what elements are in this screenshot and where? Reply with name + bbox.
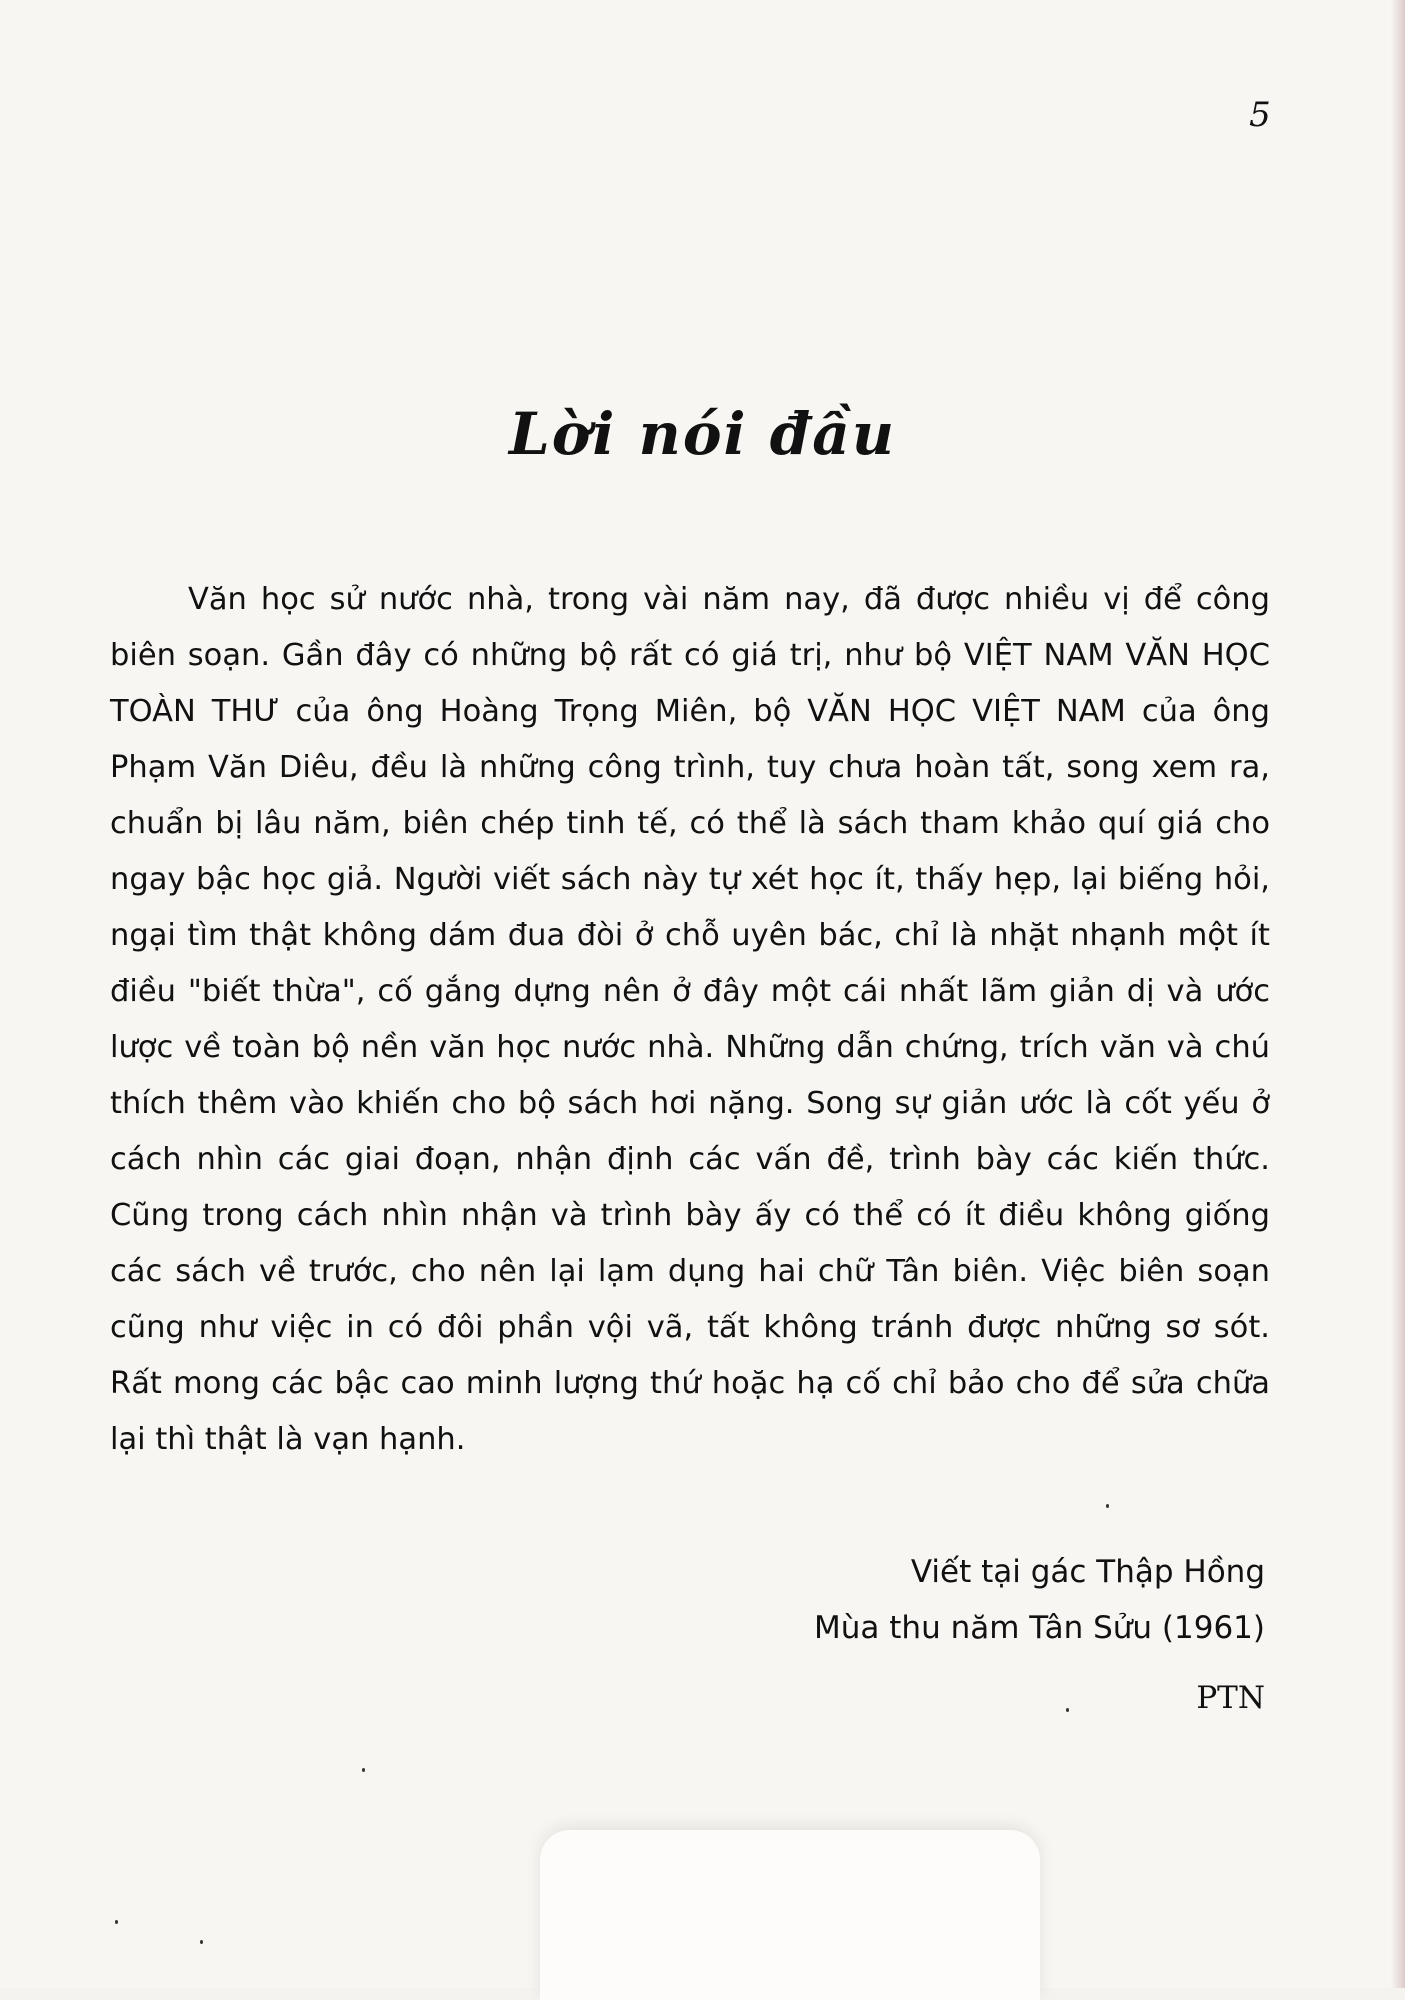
preface-paragraph: Văn học sử nước nhà, trong vài năm nay, đã được nhiều vị để công biên soạn. Gần đây có những bộ rất có giá trị, như bộ VIỆT NAM VĂN HỌC TOÀN THƯ của ông Hoàng Trọng Miên, bộ VĂN HỌC VIỆT NAM của ông Phạm Văn Diêu, đều là những công trình, tuy chưa hoàn tất, song xem ra, chuẩn bị lâu năm, biên chép tinh tế, có thể là sách tham khảo quí giá cho ngay bậc học giả. Người viết sách này tự xét học ít, thấy hẹp, lại biếng hỏi, ngại tìm thật không dám đua đòi ở chỗ uyên bác, chỉ là nhặt nhạnh một ít điều "biết thừa", cố gắng dựng nên ở đây một cái nhất lãm giản dị và ước lược về toàn bộ nền văn học nước nhà. Những dẫn chứng, trích văn và chú thích thêm vào khiến cho bộ sách hơi nặng. Song sự giản ước là cốt yếu ở cách nhìn các giai đoạn, nhận định các vấn đề, trình bày các kiến thức. Cũng trong cách nhìn nhận và trình bày ấy có thể có ít điều không giống các sách về trước, cho nên lại lạm dụng hai chữ Tân biên. Việc biên soạn cũng như việc in có đôi phần vội vã, tất không tránh được những sơ sót. Rất mong các bậc cao minh lượng thứ hoặc hạ cố chỉ bảo cho để sửa chữa lại thì thật là vạn hạnh. [110, 582, 1270, 1457]
signature-initials: PTN [1196, 1680, 1265, 1716]
page-number: 5 [1249, 95, 1271, 135]
scan-edge-shadow [1391, 0, 1405, 1988]
signature-place: Viết tại gác Thập Hồng [910, 1554, 1265, 1590]
scan-speck [1106, 1504, 1109, 1508]
scan-speck [115, 1920, 118, 1924]
scan-speck [1066, 1708, 1069, 1712]
page-title: Lời nói đầu [508, 400, 897, 468]
signature-date: Mùa thu năm Tân Sửu (1961) [814, 1610, 1265, 1646]
scan-speck [362, 1768, 365, 1772]
scan-speck [200, 1940, 203, 1944]
scan-bottom-patch [540, 1830, 1040, 2000]
